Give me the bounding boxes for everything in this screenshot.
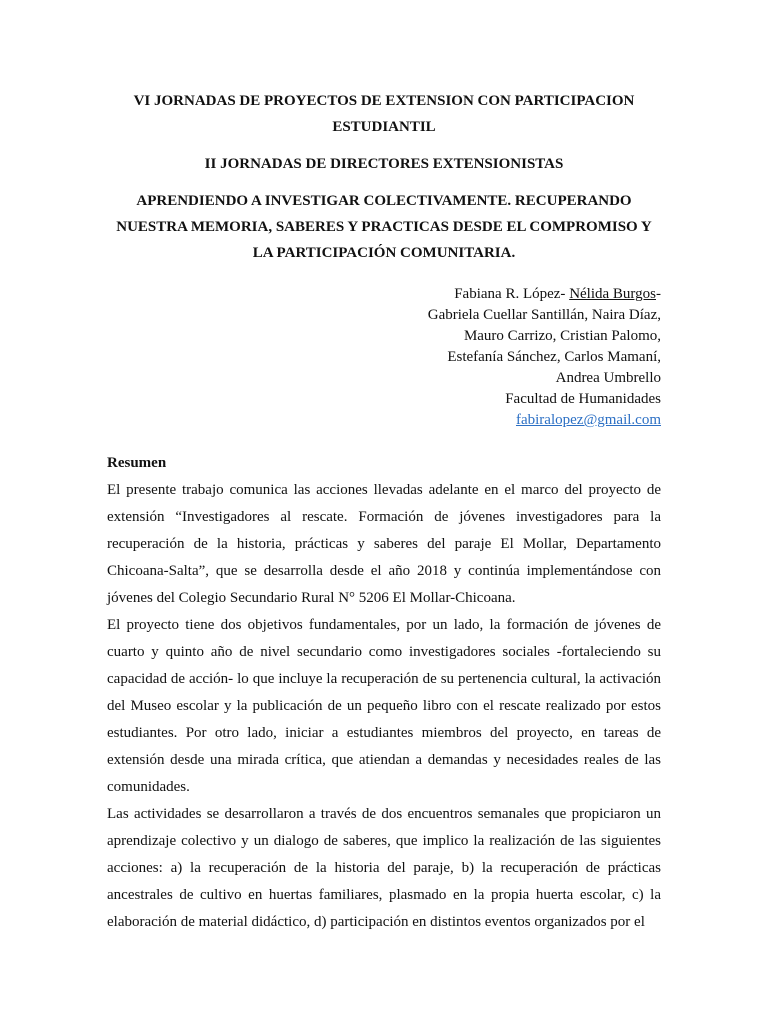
- author-line-1: [107, 284, 661, 305]
- conference-title: VI JORNADAS DE PROYECTOS DE EXTENSION CON PARTICIPACION ESTUDIANTIL: [133, 93, 635, 135]
- paper-title: APRENDIENDO A INVESTIGAR COLECTIVAMENTE. RECUPERANDO NUESTRA MEMORIA, SABERES Y PRACTICAS DESDE EL COMPROMISO Y LA PARTICIPACIÓN COMUNITARIA.: [116, 193, 652, 261]
- author-name-1: Fabiana R. López-: [454, 286, 570, 302]
- abstract-paragraph-2: El proyecto tiene dos objetivos fundamentales, por un lado, la formación de jóvenes de cuarto y quinto año de nivel secundario como investigadores sociales -fortaleciendo su capacidad de acción- lo que incluye la recuperación de su pertenencia cultural, la activación del Museo escolar y la publicación de un pequeño libro con el rescate realizado por estos estudiantes. Por otro lado, iniciar a estudiantes miembros del proyecto, en tareas de extensión desde una mirada crítica, que atiendan a demandas y necesidades reales de las comunidades.: [107, 617, 661, 795]
- abstract-paragraph-1: El presente trabajo comunica las acciones llevadas adelante en el marco del proyecto de extensión “Investigadores al rescate. Formación de jóvenes investigadores para la recuperación de la historia, prácticas y saberes del paraje El Mollar, Departamento Chicoana-Salta”, que se desarrolla desde el año 2018 y continúa implementándose con jóvenes del Colegio Secundario Rural N° 5206 El Mollar-Chicoana.: [107, 482, 661, 606]
- conference-subtitle: II JORNADAS DE DIRECTORES EXTENSIONISTAS: [204, 156, 564, 172]
- author-separator: -: [656, 286, 661, 302]
- email-link[interactable]: fabiralopez@gmail.com: [515, 412, 661, 428]
- author-line-4: Estefanía Sánchez, Carlos Mamaní,: [447, 349, 661, 365]
- abstract-paragraph-3: Las actividades se desarrollaron a través de dos encuentros semanales que propiciaron un aprendizaje colectivo y un dialogo de saberes, que implico la realización de las siguientes acciones: a) la recuperación de la historia del paraje, b) la recuperación de prácticas ancestrales de cultivo en huertas familiares, plasmado en la propia huerta escolar, c) la elaboración de material didáctico, d) participación en distintos eventos organizados por el: [107, 806, 661, 930]
- document-page: [107, 88, 661, 936]
- affiliation: Facultad de Humanidades: [505, 391, 661, 407]
- author-block: [107, 284, 661, 431]
- author-line-2: Gabriela Cuellar Santillán, Naira Díaz,: [427, 307, 661, 323]
- abstract-heading: Resumen: [107, 455, 167, 471]
- author-name-2: Nélida Burgos: [569, 286, 656, 302]
- author-line-3: Mauro Carrizo, Cristian Palomo,: [463, 328, 661, 344]
- author-line-5: Andrea Umbrello: [555, 370, 661, 386]
